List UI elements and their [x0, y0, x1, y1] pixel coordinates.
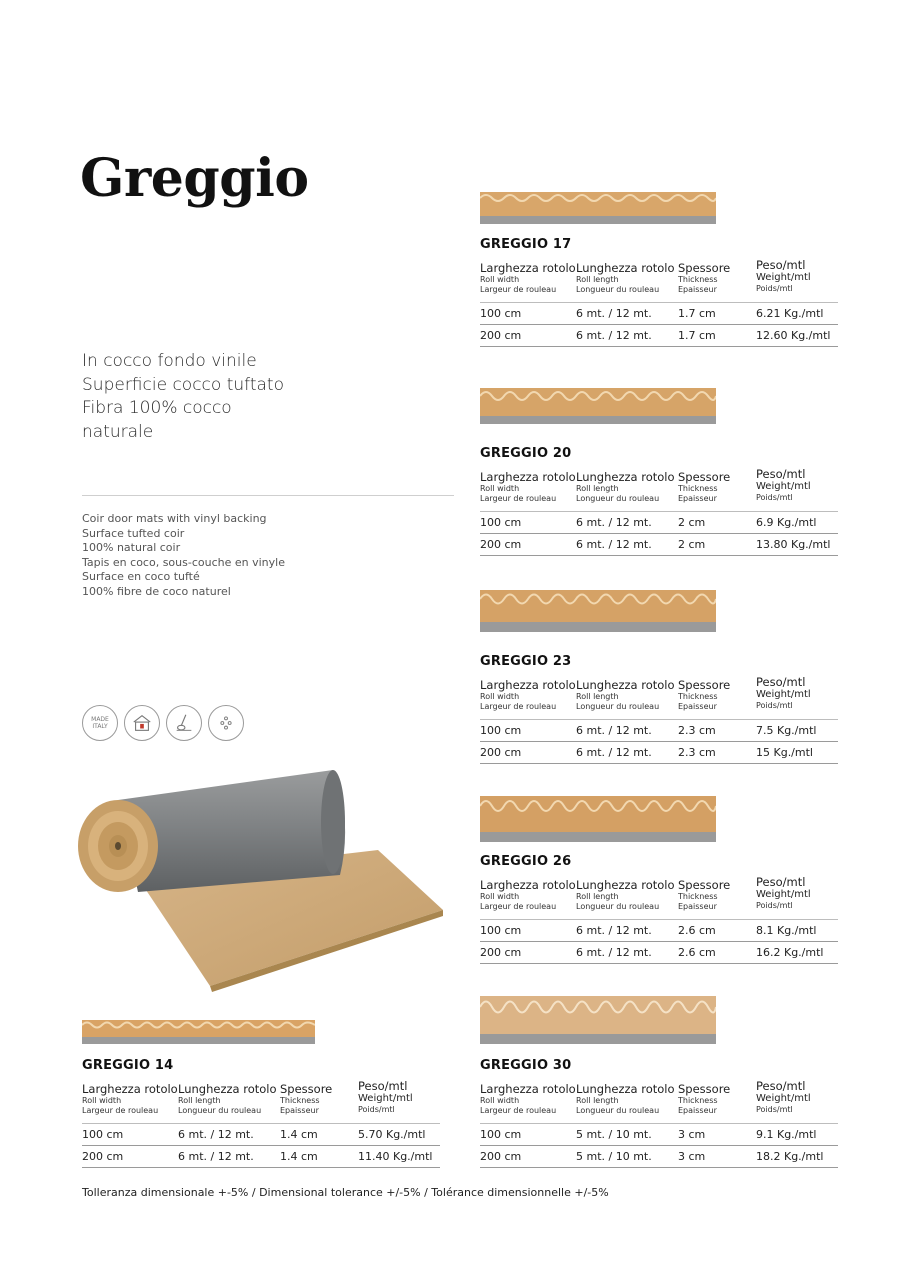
- table-cell: 200 cm: [480, 746, 522, 759]
- product-greggio-26: [480, 854, 838, 964]
- table-cell: 8.1 Kg./mtl: [756, 924, 817, 937]
- translation-line: Coir door mats with vinyl backing: [82, 512, 267, 525]
- table-cell: 1.4 cm: [280, 1150, 318, 1163]
- header-thickness: Spessore: [678, 1082, 731, 1096]
- header-length: Lunghezza rotolo: [576, 261, 675, 275]
- product-greggio-30: [480, 1058, 838, 1168]
- header-length: Lunghezza rotolo: [576, 1082, 675, 1096]
- table-cell: 2.6 cm: [678, 924, 716, 937]
- header-width-en: Roll width: [480, 1096, 520, 1105]
- table-row: [480, 742, 838, 764]
- table-cell: 6 mt. / 12 mt.: [576, 924, 652, 937]
- table-row: [480, 942, 838, 964]
- table-cell: 100 cm: [480, 724, 522, 737]
- table-cell: 100 cm: [480, 924, 522, 937]
- header-length: Lunghezza rotolo: [178, 1082, 277, 1096]
- header-length-en: Roll length: [576, 1096, 619, 1105]
- header-width-fr: Largeur de rouleau: [480, 494, 557, 503]
- header-thickness: Spessore: [678, 878, 731, 892]
- table-cell: 1.7 cm: [678, 329, 716, 342]
- table-header: [480, 875, 838, 920]
- header-weight-fr: Poids/mtl: [756, 493, 793, 502]
- table-cell: 11.40 Kg./mtl: [358, 1150, 433, 1163]
- table-row: [480, 720, 838, 742]
- header-weight: Peso/mtl: [756, 875, 806, 889]
- header-length-fr: Longueur du rouleau: [576, 702, 660, 711]
- table-cell: 6 mt. / 12 mt.: [576, 329, 652, 342]
- table-cell: 5 mt. / 10 mt.: [576, 1128, 652, 1141]
- header-thickness-fr: Epaisseur: [678, 285, 717, 294]
- tolerance-note: Tolleranza dimensionale +-5% / Dimensional tolerance +/-5% / Tolérance dimensionnelle +/-5%: [82, 1186, 609, 1199]
- header-width: Larghezza rotolo: [480, 678, 576, 692]
- header-width: Larghezza rotolo: [480, 470, 576, 484]
- table-cell: 3 cm: [678, 1128, 706, 1141]
- header-thickness: Spessore: [678, 261, 731, 275]
- translation-line: 100% fibre de coco naturel: [82, 584, 231, 598]
- table-cell: 2.3 cm: [678, 724, 716, 737]
- header-weight: Peso/mtl: [756, 1079, 806, 1093]
- header-length: Lunghezza rotolo: [576, 470, 675, 484]
- table-cell: 6 mt. / 12 mt.: [576, 724, 652, 737]
- header-thickness-en: Thickness: [678, 275, 718, 284]
- header-thickness-en: Thickness: [678, 1096, 718, 1105]
- header-weight-fr: Poids/mtl: [756, 1105, 793, 1114]
- table-cell: 9.1 Kg./mtl: [756, 1128, 817, 1141]
- header-thickness-en: Thickness: [280, 1096, 320, 1105]
- header-length-fr: Longueur du rouleau: [576, 494, 660, 503]
- table-cell: 2 cm: [678, 516, 706, 529]
- header-weight-en: Weight/mtl: [756, 272, 811, 283]
- header-weight-en: Weight/mtl: [756, 889, 811, 900]
- table-cell: 7.5 Kg./mtl: [756, 724, 817, 737]
- header-thickness-en: Thickness: [678, 484, 718, 493]
- header-thickness-fr: Epaisseur: [678, 902, 717, 911]
- header-width-fr: Largeur de rouleau: [480, 702, 557, 711]
- translation-line: Surface en coco tufté: [82, 570, 200, 583]
- intro-line: Superficie cocco tuftato: [82, 374, 284, 395]
- table-cell: 6 mt. / 12 mt.: [576, 946, 652, 959]
- product-greggio-14: [82, 1058, 440, 1168]
- header-weight-fr: Poids/mtl: [756, 284, 793, 293]
- header-length-en: Roll length: [576, 692, 619, 701]
- table-cell: 2.6 cm: [678, 946, 716, 959]
- table-cell: 16.2 Kg./mtl: [756, 946, 824, 959]
- product-name: GREGGIO 23: [480, 654, 572, 669]
- product-name: GREGGIO 17: [480, 237, 572, 252]
- header-weight: Peso/mtl: [756, 675, 806, 689]
- table-row: [480, 325, 838, 347]
- translation-line: Tapis en coco, sous-couche en vinyle: [82, 555, 285, 569]
- table-cell: 5 mt. / 10 mt.: [576, 1150, 652, 1163]
- table-cell: 100 cm: [480, 1128, 522, 1141]
- table-cell: 2.3 cm: [678, 746, 716, 759]
- translations-text: [82, 512, 442, 599]
- header-length-en: Roll length: [576, 484, 619, 493]
- table-row: [480, 920, 838, 942]
- table-cell: 6 mt. / 12 mt.: [576, 746, 652, 759]
- header-thickness-en: Thickness: [678, 892, 718, 901]
- water-drops-icon: [208, 705, 244, 741]
- header-weight: Peso/mtl: [358, 1079, 408, 1093]
- table-cell: 200 cm: [480, 1150, 522, 1163]
- table-header: [480, 1079, 838, 1124]
- table-header: [480, 258, 838, 303]
- header-length-fr: Longueur du rouleau: [576, 285, 660, 294]
- product-name: GREGGIO 30: [480, 1058, 572, 1073]
- table-cell: 15 Kg./mtl: [756, 746, 813, 759]
- swatch-greggio-23: [480, 590, 716, 632]
- table-cell: 6.21 Kg./mtl: [756, 307, 824, 320]
- header-width-en: Roll width: [480, 892, 520, 901]
- table-cell: 3 cm: [678, 1150, 706, 1163]
- header-weight-en: Weight/mtl: [756, 1093, 811, 1104]
- header-length-fr: Longueur du rouleau: [576, 902, 660, 911]
- product-name: GREGGIO 20: [480, 446, 572, 461]
- header-weight-en: Weight/mtl: [358, 1093, 413, 1104]
- header-thickness-fr: Epaisseur: [280, 1106, 319, 1115]
- product-name: GREGGIO 26: [480, 854, 572, 869]
- table-cell: 1.4 cm: [280, 1128, 318, 1141]
- header-thickness-en: Thickness: [678, 692, 718, 701]
- table-row: [480, 1146, 838, 1168]
- feature-badges: [82, 705, 244, 741]
- header-thickness-fr: Epaisseur: [678, 494, 717, 503]
- table-cell: 2 cm: [678, 538, 706, 551]
- header-weight-fr: Poids/mtl: [756, 701, 793, 710]
- table-cell: 6 mt. / 12 mt.: [178, 1150, 254, 1163]
- product-name: GREGGIO 14: [82, 1058, 174, 1073]
- header-length: Lunghezza rotolo: [576, 678, 675, 692]
- product-greggio-20: [480, 446, 838, 556]
- table-cell: 6.9 Kg./mtl: [756, 516, 817, 529]
- header-length: Lunghezza rotolo: [576, 878, 675, 892]
- header-weight-en: Weight/mtl: [756, 689, 811, 700]
- header-weight-fr: Poids/mtl: [358, 1105, 395, 1114]
- table-cell: 100 cm: [82, 1128, 124, 1141]
- table-cell: 100 cm: [480, 307, 522, 320]
- header-thickness-fr: Epaisseur: [678, 702, 717, 711]
- intro-line: Fibra 100% cocco: [82, 398, 232, 418]
- section-divider: [82, 495, 454, 496]
- swatch-greggio-30: [480, 996, 716, 1044]
- translation-line: Surface tufted coir: [82, 526, 185, 540]
- header-weight: Peso/mtl: [756, 258, 806, 272]
- header-width-fr: Largeur de rouleau: [480, 1106, 557, 1115]
- header-weight-en: Weight/mtl: [756, 481, 811, 492]
- table-cell: 18.2 Kg./mtl: [756, 1150, 824, 1163]
- table-row: [480, 1124, 838, 1146]
- table-header: [480, 467, 838, 512]
- header-length-fr: Longueur du rouleau: [576, 1106, 660, 1115]
- intro-line: naturale: [82, 421, 154, 442]
- header-thickness-fr: Epaisseur: [678, 1106, 717, 1115]
- swatch-greggio-20: [480, 388, 716, 424]
- table-row: [480, 534, 838, 556]
- table-cell: 12.60 Kg./mtl: [756, 329, 831, 342]
- table-row: [82, 1124, 440, 1146]
- indoor-house-icon: [124, 705, 160, 741]
- table-row: [480, 512, 838, 534]
- table-cell: 200 cm: [480, 946, 522, 959]
- header-length-fr: Longueur du rouleau: [178, 1106, 262, 1115]
- made-in-italy-badge: [82, 705, 118, 741]
- translation-line: 100% natural coir: [82, 541, 181, 554]
- swatch-greggio-17: [480, 192, 716, 224]
- swatch-greggio-14: [82, 1020, 315, 1044]
- header-width: Larghezza rotolo: [480, 261, 576, 275]
- header-width-fr: Largeur de rouleau: [480, 902, 557, 911]
- header-width-en: Roll width: [480, 692, 520, 701]
- swatch-greggio-26: [480, 796, 716, 842]
- table-cell: 6 mt. / 12 mt.: [576, 516, 652, 529]
- header-weight: Peso/mtl: [756, 467, 806, 481]
- page-title: Greggio: [80, 148, 309, 209]
- product-greggio-23: [480, 654, 838, 764]
- italy-label: ITALY: [92, 723, 108, 730]
- header-length-en: Roll length: [178, 1096, 221, 1105]
- table-cell: 13.80 Kg./mtl: [756, 538, 831, 551]
- intro-text: [82, 350, 412, 444]
- header-width: Larghezza rotolo: [82, 1082, 178, 1096]
- table-cell: 6 mt. / 12 mt.: [178, 1128, 254, 1141]
- table-row: [82, 1146, 440, 1168]
- header-width: Larghezza rotolo: [480, 1082, 576, 1096]
- table-cell: 6 mt. / 12 mt.: [576, 307, 652, 320]
- table-cell: 200 cm: [480, 329, 522, 342]
- header-length-en: Roll length: [576, 892, 619, 901]
- header-width-en: Roll width: [82, 1096, 122, 1105]
- header-thickness: Spessore: [280, 1082, 333, 1096]
- table-cell: 6 mt. / 12 mt.: [576, 538, 652, 551]
- table-cell: 5.70 Kg./mtl: [358, 1128, 426, 1141]
- header-thickness: Spessore: [678, 678, 731, 692]
- header-length-en: Roll length: [576, 275, 619, 284]
- table-cell: 200 cm: [82, 1150, 124, 1163]
- table-cell: 200 cm: [480, 538, 522, 551]
- header-weight-fr: Poids/mtl: [756, 901, 793, 910]
- header-thickness: Spessore: [678, 470, 731, 484]
- vacuum-cleaner-icon: [166, 705, 202, 741]
- header-width-en: Roll width: [480, 484, 520, 493]
- product-greggio-17: [480, 237, 838, 347]
- made-label: MADE: [91, 716, 109, 723]
- table-cell: 1.7 cm: [678, 307, 716, 320]
- header-width-en: Roll width: [480, 275, 520, 284]
- header-width-fr: Largeur de rouleau: [480, 285, 557, 294]
- table-header: [82, 1079, 440, 1124]
- table-cell: 100 cm: [480, 516, 522, 529]
- header-width: Larghezza rotolo: [480, 878, 576, 892]
- header-width-fr: Largeur de rouleau: [82, 1106, 159, 1115]
- intro-line: In cocco fondo vinile: [82, 351, 257, 371]
- table-header: [480, 675, 838, 720]
- coir-roll-photo: [78, 760, 450, 995]
- table-row: [480, 303, 838, 325]
